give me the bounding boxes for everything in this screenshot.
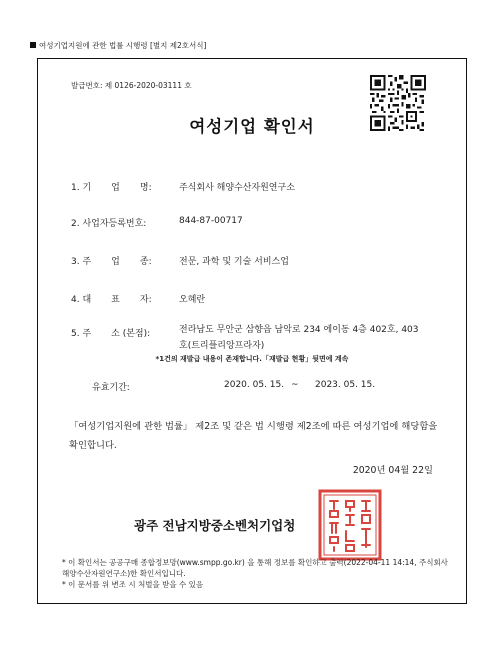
validity-separator: ~: [291, 380, 299, 390]
field-label: 2. 사업자등록번호:: [71, 219, 147, 229]
form-reference-text: 여성기업지원에 관한 법률 시행령 [별지 제2호서식]: [39, 41, 207, 50]
field-value: 844-87-00717: [179, 216, 243, 226]
document-title: 여성기업 확인서: [189, 117, 315, 136]
issuer-name: 광주 전남지방중소벤처기업청: [134, 518, 296, 533]
footnote-item: * 이 문서를 위 변조 시 처벌을 받을 수 있음: [62, 580, 204, 589]
form-reference: [30, 40, 206, 51]
field-label: 5. 주 소 (본점):: [71, 329, 151, 339]
field-label: 1. 기 업 명:: [71, 183, 152, 193]
square-bullet-icon: [30, 42, 36, 48]
field-label: 4. 대 표 자:: [71, 295, 152, 305]
validity-end: 2023. 05. 15.: [315, 380, 376, 390]
field-value: 오혜란: [179, 295, 206, 305]
reissue-notice: *1건의 재발급 내용이 존재합니다.「재발급 현황」뒷면에 계속: [155, 355, 349, 363]
validity-start: 2020. 05. 15.: [224, 380, 285, 390]
official-seal-icon: [318, 489, 382, 561]
field-value: 주식회사 해양수산자원연구소: [179, 183, 295, 193]
issue-date: 2020년 04월 22일: [352, 465, 433, 476]
field-value: 전라남도 무안군 삼향읍 남악로 234 에이동 4층 402호, 403호(트리플리앙프라자): [179, 325, 419, 351]
field-label: 3. 주 업 종:: [71, 257, 152, 267]
field-value: 전문, 과학 및 기술 서비스업: [179, 257, 289, 267]
issue-number: 발급번호: 제 0126-2020-03111 호: [71, 81, 192, 90]
certification-text: 「여성기업지원에 관한 법률」 제2조 및 같은 법 시행령 제2조에 따른 여성기업에 해당함을 확인합니다.: [69, 421, 438, 451]
validity-label: 유효기간:: [92, 383, 130, 393]
footnote-item: * 이 확인서는 공공구매 종합정보망(www.smpp.go.kr) 을 통해 정보를 확인하고 출력(2022-04-11 14:14, 주식회사 해양수산자원연구소)한 확인서입니다.: [62, 558, 448, 578]
footnotes: [62, 557, 452, 590]
certificate-frame: [37, 58, 467, 604]
